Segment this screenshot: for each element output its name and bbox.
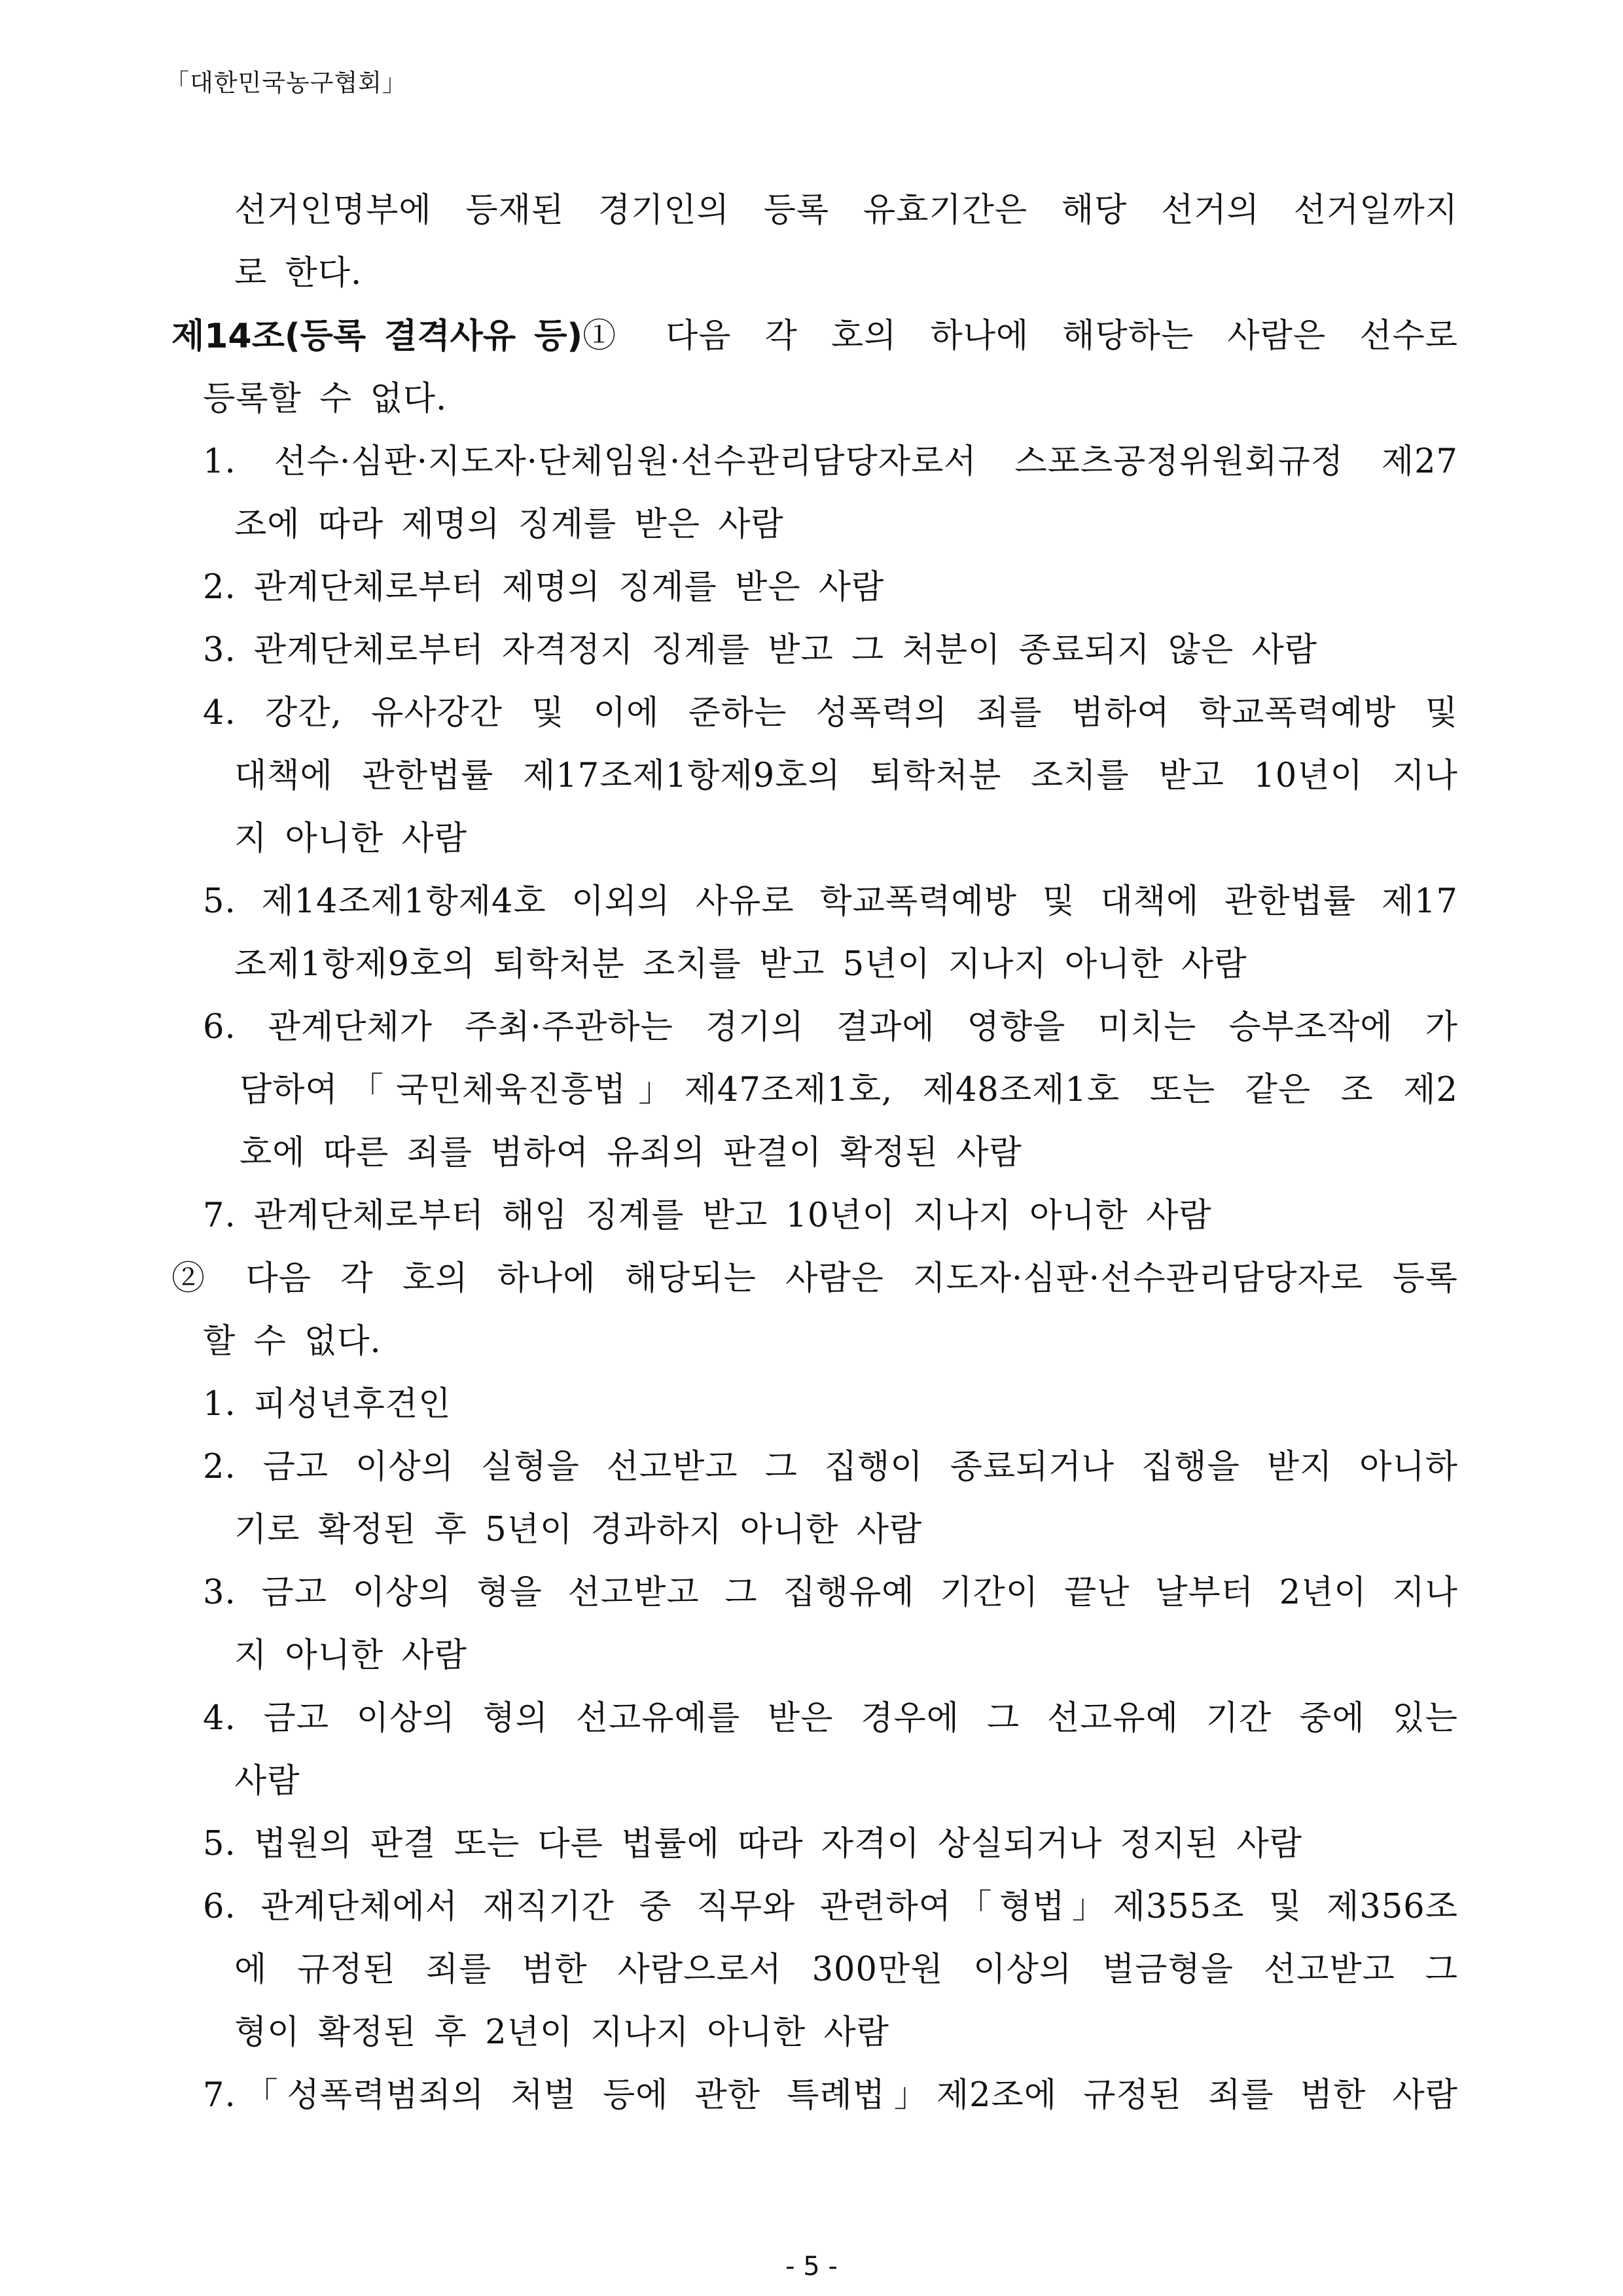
list-item: 5. 제14조제1항제4호 이외의 사유로 학교폭력예방 및 대책에 관한법률 제17 [203, 882, 1458, 921]
paragraph-line: 선거인명부에 등재된 경기인의 등록 유효기간은 해당 선거의 선거일까지 [234, 191, 1458, 230]
list-item-cont: 조제1항제9호의 퇴학처분 조치를 받고 5년이 지나지 아니한 사람 [234, 945, 1247, 984]
list-item-cont: 지 아니한 사람 [234, 1636, 468, 1675]
paragraph-line: 등록할 수 없다. [203, 380, 448, 418]
page-number: - 5 - [785, 2251, 838, 2282]
paragraph-line: ② 다음 각 호의 하나에 해당되는 사람은 지도자·심판·선수관리담당자로 등록 [171, 1259, 1458, 1298]
list-item-cont: 담하여「국민체육진흥법」제47조제1호, 제48조제1호 또는 같은 조 제2 [240, 1071, 1458, 1109]
paragraph-line: ① 다음 각 호의 하나에 해당하는 사람은 선수로 [582, 317, 1458, 355]
list-item: 3. 관계단체로부터 자격정지 징계를 받고 그 처분이 종료되지 않은 사람 [203, 631, 1318, 670]
list-item: 6. 관계단체에서 재직기간 중 직무와 관련하여「형법」제355조 및 제356조 [203, 1888, 1458, 1926]
paragraph-line: 할 수 없다. [203, 1322, 382, 1361]
list-item-cont: 형이 확정된 후 2년이 지나지 아니한 사람 [234, 2013, 889, 2052]
list-item: 1. 선수·심판·지도자·단체임원·선수관리담당자로서 스포츠공정위원회규정 제27 [203, 442, 1458, 481]
list-item-cont: 에 규정된 죄를 범한 사람으로서 300만원 이상의 벌금형을 선고받고 그 [234, 1950, 1458, 1989]
list-item-cont: 기로 확정된 후 5년이 경과하지 아니한 사람 [234, 1511, 923, 1549]
list-item-cont: 사람 [234, 1762, 300, 1801]
list-item: 6. 관계단체가 주최·주관하는 경기의 결과에 영향을 미치는 승부조작에 가 [203, 1008, 1458, 1047]
list-item: 4. 강간, 유사강간 및 이에 준하는 성폭력의 죄를 범하여 학교폭력예방 및 [203, 694, 1458, 732]
list-item: 7.「성폭력범죄의 처벌 등에 관한 특례법」제2조에 규정된 죄를 범한 사람 [203, 2076, 1458, 2115]
list-item-cont: 조에 따라 제명의 징계를 받은 사람 [234, 505, 784, 544]
list-item-cont: 지 아니한 사람 [234, 819, 468, 858]
list-item-cont: 호에 따른 죄를 범하여 유죄의 판결이 확정된 사람 [240, 1134, 1022, 1172]
list-item-cont: 대책에 관한법률 제17조제1항제9호의 퇴학처분 조치를 받고 10년이 지나 [234, 757, 1458, 795]
article-heading-line [171, 317, 1458, 356]
list-item: 3. 금고 이상의 형을 선고받고 그 집행유예 기간이 끝난 날부터 2년이 지나 [203, 1573, 1458, 1612]
paragraph-line: 로 한다. [234, 254, 363, 293]
article-title: 제14조(등록 결격사유 등) [171, 317, 583, 356]
list-item: 4. 금고 이상의 형의 선고유예를 받은 경우에 그 선고유예 기간 중에 있는 [203, 1699, 1458, 1738]
list-item: 5. 법원의 판결 또는 다른 법률에 따라 자격이 상실되거나 정지된 사람 [203, 1825, 1302, 1863]
list-item: 2. 관계단체로부터 제명의 징계를 받은 사람 [203, 568, 885, 607]
list-item: 1. 피성년후견인 [203, 1385, 452, 1424]
running-header: 「대한민국농구협회」 [165, 69, 407, 97]
list-item: 2. 금고 이상의 실형을 선고받고 그 집행이 종료되거나 집행을 받지 아니하 [203, 1448, 1458, 1486]
list-item: 7. 관계단체로부터 해임 징계를 받고 10년이 지나지 아니한 사람 [203, 1196, 1212, 1235]
